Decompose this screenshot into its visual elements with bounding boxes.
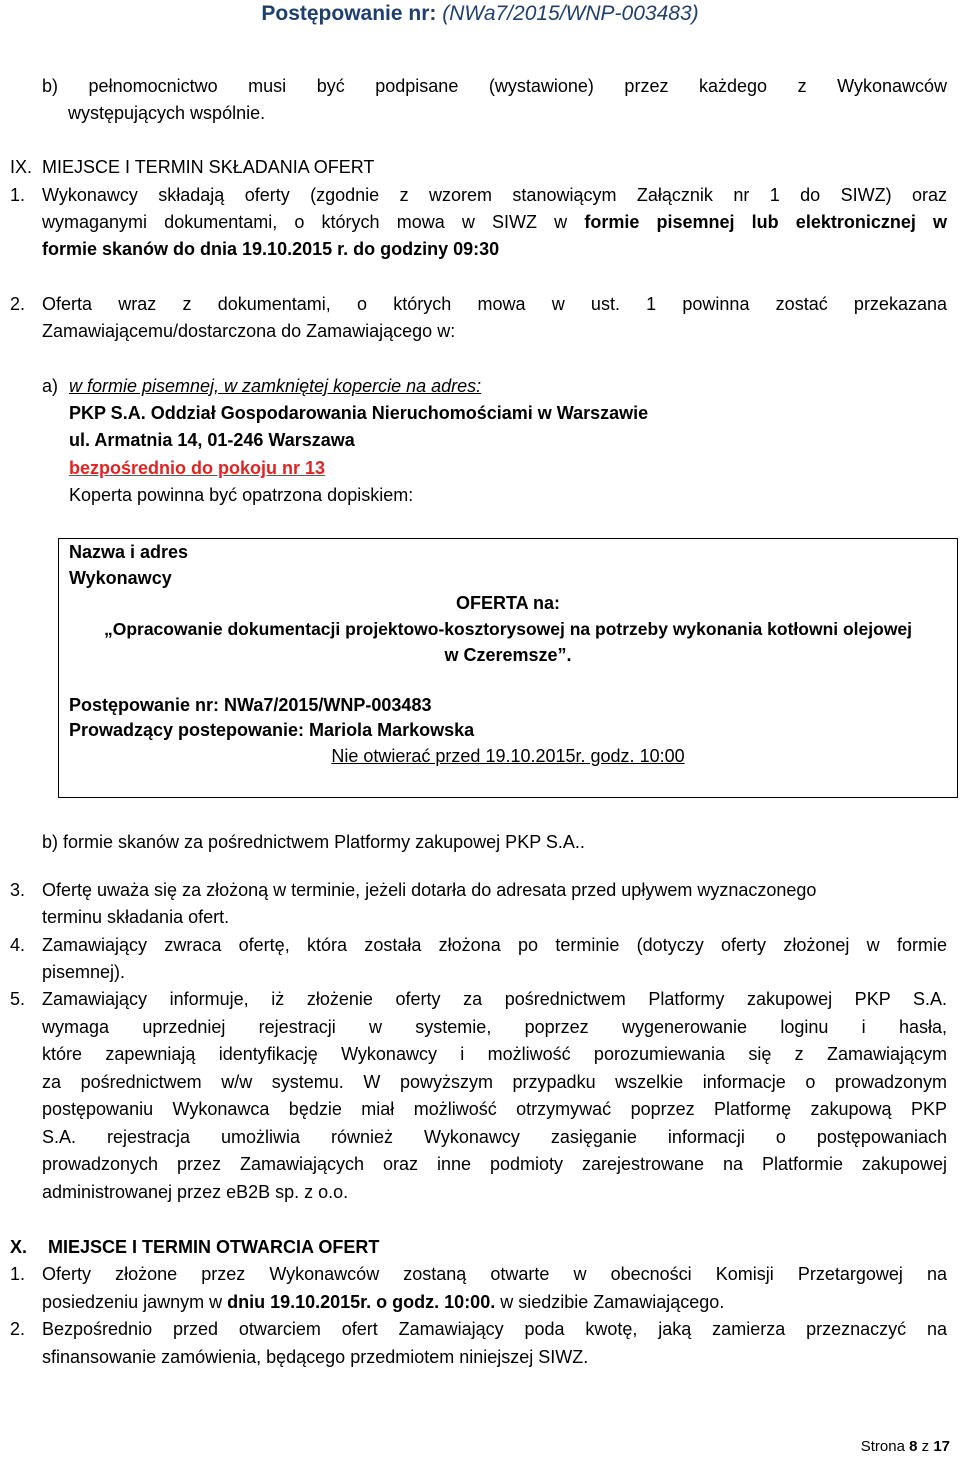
ix-5-line1: Zamawiający informuje, iż złożenie oferty za pośrednictwem Platformy zakupowej PKP S.A. xyxy=(42,989,947,1009)
page-header xyxy=(0,2,960,26)
section-ix-title: MIEJSCE I TERMIN SKŁADANIA OFERT xyxy=(42,157,375,177)
ix-2-line2: Zamawiającemu/dostarczona do Zamawiającego w: xyxy=(42,321,456,341)
footer-page: 8 xyxy=(909,1438,918,1455)
x-2-line1: Bezpośrednio przed otwarciem ofert Zamawiający poda kwotę, jaką zamierza przeznaczyć na xyxy=(42,1319,947,1339)
ix-3-line2: terminu składania ofert. xyxy=(42,907,230,927)
box-name-address: Nazwa i adres xyxy=(69,542,189,562)
ix-3-line1: Ofertę uważa się za złożoną w terminie, jeżeli dotarła do adresata przed upływem wyznaczonego xyxy=(42,880,817,900)
room-note: bezpośrednio do pokoju nr 13 xyxy=(69,458,326,478)
x-2-number: 2. xyxy=(10,1319,26,1339)
ix-1-line3: formie skanów do dnia 19.10.2015 r. do godziny 09:30 xyxy=(42,239,500,259)
box-subject-line2: w Czeremsze”. xyxy=(444,645,572,665)
x-1-line2-bold: dniu 19.10.2015r. o godz. 10:00. xyxy=(227,1292,496,1312)
ix-4-line1: Zamawiający zwraca ofertę, która została złożona po terminie (dotyczy oferty złożonej w formie xyxy=(42,935,947,955)
ix-1-line2-text: wymaganymi dokumentami, o których mowa w SIWZ w xyxy=(42,212,585,232)
x-2-line2: sfinansowanie zamówienia, będącego przedmiotem niniejszej SIWZ. xyxy=(42,1347,589,1367)
ix-5-line7: prowadzonych przez Zamawiających oraz inne podmioty zarejestrowane na Platformie zakupowej xyxy=(42,1154,947,1174)
header-number: (NWa7/2015/WNP-003483) xyxy=(442,2,699,25)
ix-4-number: 4. xyxy=(10,935,26,955)
option-a-label: a) xyxy=(42,376,59,396)
ix-4-line2: pisemnej). xyxy=(42,962,126,982)
ix-5-line2: wymaga uprzedniej rejestracji w systemie, poprzez wygenerowanie loginu i hasła, xyxy=(42,1017,947,1037)
ix-1-number: 1. xyxy=(10,185,26,205)
x-1-number: 1. xyxy=(10,1264,26,1284)
ix-1-line2-bold: formie pisemnej lub elektronicznej w xyxy=(584,212,948,232)
ix-5-line4: za pośrednictwem w/w systemu. W powyższym przypadku wszelkie informacje o prowadzonym xyxy=(42,1072,947,1092)
ix-5-line8: administrowanej przez eB2B sp. z o.o. xyxy=(42,1182,349,1202)
ix-5-line6: S.A. rejestracja umożliwia również Wykonawcy zasięganie informacji o postępowaniach xyxy=(42,1127,947,1147)
box-do-not-open: Nie otwierać przed 19.10.2015r. godz. 10:00 xyxy=(331,746,685,766)
option-a-title: w formie pisemnej, w zamkniętej kopercie na adres: xyxy=(69,376,482,396)
box-contractor: Wykonawcy xyxy=(69,568,172,588)
x-1-line2-text: posiedzeniu jawnym w xyxy=(42,1292,228,1312)
footer-prefix: Strona xyxy=(860,1438,910,1455)
box-subject-line1: „Opracowanie dokumentacji projektowo-kosztorysowej na potrzeby wykonania kotłowni olejowej xyxy=(103,619,913,639)
page-footer xyxy=(861,1436,950,1458)
address-line1: PKP S.A. Oddział Gospodarowania Nieruchomościami w Warszawie xyxy=(69,403,649,423)
footer-sep: z xyxy=(917,1438,934,1455)
sec8b-line1: b) pełnomocnictwo musi być podpisane (wystawione) przez każdego z Wykonawców xyxy=(42,76,947,96)
ix-2-line1: Oferta wraz z dokumentami, o których mowa w ust. 1 powinna zostać przekazana xyxy=(42,294,947,314)
sec8b-line2: występujących wspólnie. xyxy=(68,103,266,123)
ix-1-line1: Wykonawcy składają oferty (zgodnie z wzorem stanowiącym Załącznik nr 1 do SIWZ) oraz xyxy=(42,185,947,205)
envelope-note: Koperta powinna być opatrzona dopiskiem: xyxy=(69,485,414,505)
option-b: b) formie skanów za pośrednictwem Platformy zakupowej PKP S.A.. xyxy=(42,832,585,852)
section-ix-number: IX. xyxy=(10,157,33,177)
header-prefix: Postępowanie nr: xyxy=(261,2,443,25)
box-procedure-number: Postępowanie nr: NWa7/2015/WNP-003483 xyxy=(69,695,432,715)
ix-5-line5: postępowaniu Wykonawca będzie miał możliwość otrzymywać poprzez Platformę zakupową PKP xyxy=(42,1099,947,1119)
section-x-number: X. xyxy=(10,1237,28,1257)
box-procedure-lead: Prowadzący postepowanie: Mariola Markowska xyxy=(69,720,475,740)
footer-total: 17 xyxy=(933,1438,950,1455)
x-1-line2 xyxy=(42,1291,724,1313)
ix-5-number: 5. xyxy=(10,989,26,1009)
x-1-line1: Oferty złożone przez Wykonawców zostaną otwarte w obecności Komisji Przetargowej na xyxy=(42,1264,947,1284)
ix-2-number: 2. xyxy=(10,294,26,314)
x-1-line2-tail: w siedzibie Zamawiającego. xyxy=(495,1292,725,1312)
section-x-title: MIEJSCE I TERMIN OTWARCIA OFERT xyxy=(48,1237,380,1257)
ix-3-number: 3. xyxy=(10,880,26,900)
box-offer-for: OFERTA na: xyxy=(456,593,560,613)
address-line2: ul. Armatnia 14, 01-246 Warszawa xyxy=(69,430,355,450)
ix-1-line2 xyxy=(42,211,947,233)
ix-5-line3: które zapewniają identyfikację Wykonawcy i możliwość porozumiewania się z Zamawiającym xyxy=(42,1044,947,1064)
